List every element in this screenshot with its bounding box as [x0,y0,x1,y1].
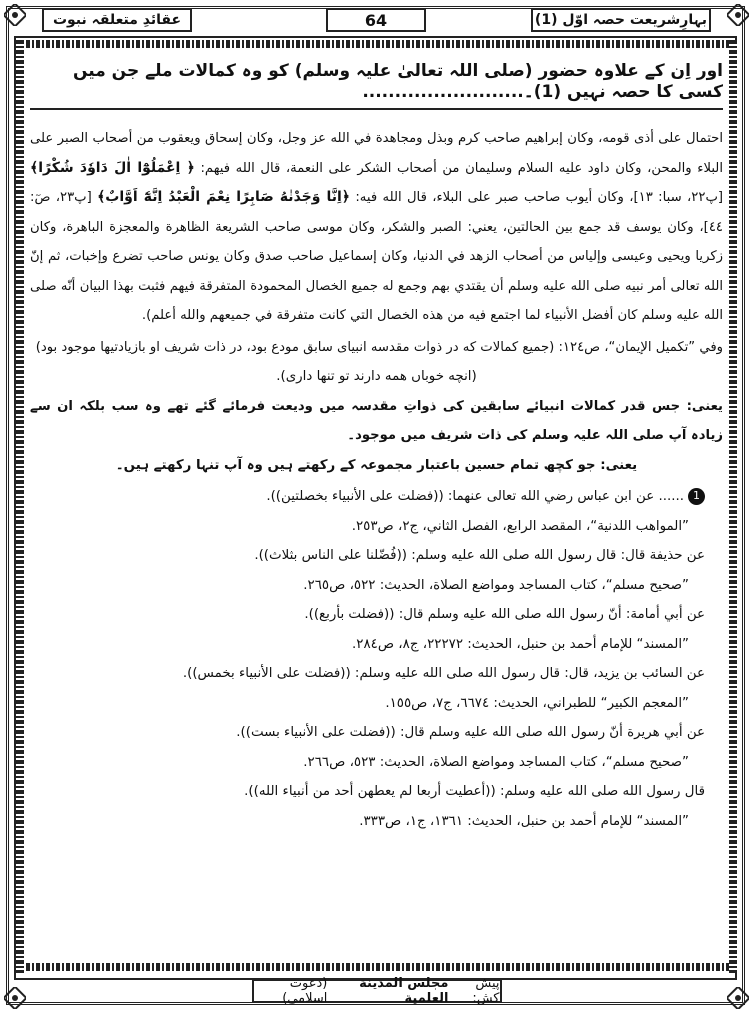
header-page-number: 64 [326,8,426,32]
persian-quote-paragraph: وفي ”تكميل الإيمان“، ص١٢٤: (جميع كمالات كه در ذوات مقدسه انبياى سابق مودع بود، در ذات شريف او بازيادتيها موجود بود) [35,339,723,355]
quran-verse-1: ﴿ اِعْمَلُوْٓا اٰلَ دَاوٗدَ شُكْرًا﴾ [30,159,195,176]
arabic-text-part1: احتمال على أذى قومه، وكان إبراهيم صاحب كرم وبذل ومجاهدة في الله عز وجل، وكان إسحاق ويعقوب من أصحاب الصبر على البلاء والمحن، وكان داود عليه السلام وسليمان من أصحاب الشكر على النعمة، قال الله فيهم: [30,131,723,176]
footer-suffix: (دعوت اسلامی) [282,976,328,1006]
top-border-chain [16,40,737,48]
header-chapter-title: عقائدِ متعلقہ نبوت [42,8,192,32]
bottom-border-chain [16,963,737,971]
urdu-verse-translation: یعنی: جو کچھ تمام حسین باعتبار مجموعہ کے رکھتے ہیں وہ آپ تنہا رکھتے ہیں۔ [115,457,638,473]
right-border-chain [729,40,737,973]
footnotes-list [30,482,723,836]
footnote-item: ”المعجم الكبير“ للطبراني، الحديث: ٦٦٧٤، ج٧، ص١٥٥. [385,695,689,711]
footnote-item: ”المواهب اللدنية“، المقصد الرابع، الفصل الثاني، ج٢، ص٢٥٣. [351,518,689,534]
persian-verse: (انچه خوباں همه دارند تو تنها دارى). [276,369,477,384]
footnote-item: عن أبي أمامة: أنّ رسول الله صلى الله عليه وسلم قال: ((فضلت بأربع)). [304,607,705,622]
footer-prefix: پیش کش: [472,976,500,1006]
footnote-item: عن أبي هريرة أنّ رسول الله صلى الله عليه وسلم قال: ((فضلت على الأنبياء بست)). [236,725,705,740]
corner-ornament-icon [727,987,749,1009]
page-content [30,60,723,836]
arabic-text-part2: [پ٢٢، سبا: ١٣]، وكان أيوب صاحب صبر على البلاء، قال الله فيه: [355,190,723,205]
corner-ornament-icon [727,4,749,26]
footnote-item: قال رسول الله صلى الله عليه وسلم: ((أعطيت أربعا لم يعطهن أحد من أنبياء الله)). [244,784,705,799]
corner-ornament-icon [4,987,26,1009]
footnote-number-badge: 1 [688,488,705,505]
footnote-text: ...... عن ابن عباس رضي الله تعالى عنهما: ((فضلت على الأنبياء بخصلتين)). [266,489,684,504]
urdu-translation-paragraph: یعنی: جس قدر کمالات انبیائے سابقین کی ذواتِ مقدسہ میں ودیعت فرمائے گئے تھے وہ سب بلکہ ان سے زیادہ آپ صلی اللہ علیہ وسلم کی ذات شریف میں موجود۔ [30,398,723,443]
footnote-item: عن السائب بن يزيد، قال: قال رسول الله صلى الله عليه وسلم: ((فضلت على الأنبياء بخمس)). [182,666,705,681]
arabic-text-part3: [پ٢٣، صٓ: ٤٤]، وكان يوسف قد جمع بين الحالتين، يعني: الصبر والشكر، وكان موسى صاحب الشريعة الظاهرة والمعجزة الباهرة، وكان زكريا ويحيى وعيسى وإلياس من أصحاب الزهد في الدنيا، وكان إسماعيل صاحب صدق وكان يونس صاحب تضرع وإخبات، ثم إنّ الله تعالى أمر نبيه صلى الله عليه وسلم أن يقتدي بهم وجمع له جميع الخصال المحمودة المتفرقة فيهم فثبت بهذا البيان أنّه صلى الله عليه وسلم كان أفضل الأنبياء لما اجتمع فيه من هذه الخصال التي كانت متفرقة في جميعهم والله أعلم). [30,190,723,323]
footer-publisher-box [252,976,502,1006]
footnote-item: ”المسند“ للإمام أحمد بن حنبل، الحديث: ٢٢٢٧٢، ج٨، ص٢٨٤. [352,636,689,652]
urdu-title-line: اور اِن کے علاوہ حضور (صلی اللہ تعالیٰ علیہ وسلم) کو وہ کمالات ملے جن میں کسی کا حصہ نہیں (1)۔......................... [30,60,723,110]
footnote-item [30,482,723,512]
header-book-title: بہارِشریعت حصہ اوّل (1) [531,8,711,32]
quran-verse-2: ﴿اِنَّا وَجَدْنٰهُ صَابِرًا نِعْمَ الْعَبْدُ اِنَّهٗٓ اَوَّابٌ﴾ [97,189,350,205]
corner-ornament-icon [4,4,26,26]
footnote-item: ”صحيح مسلم“، كتاب المساجد ومواضع الصلاة، الحديث: ٥٢٢، ص٢٦٥. [303,577,689,593]
footnote-item: ”صحيح مسلم“، كتاب المساجد ومواضع الصلاة، الحديث: ٥٢٣، ص٢٦٦. [303,754,689,770]
footnote-item: ”المسند“ للإمام أحمد بن حنبل، الحديث: ١٣٦١، ج١، ص٣٣٣. [359,813,689,829]
arabic-commentary-paragraph [30,124,723,331]
footnote-item: عن حذيفة قال: قال رسول الله صلى الله عليه وسلم: ((فُضّلنا على الناس بثلاث)). [254,548,705,563]
left-border-chain [16,40,24,973]
footer-publisher-name: مجلس المدينة العلمية [359,976,449,1006]
